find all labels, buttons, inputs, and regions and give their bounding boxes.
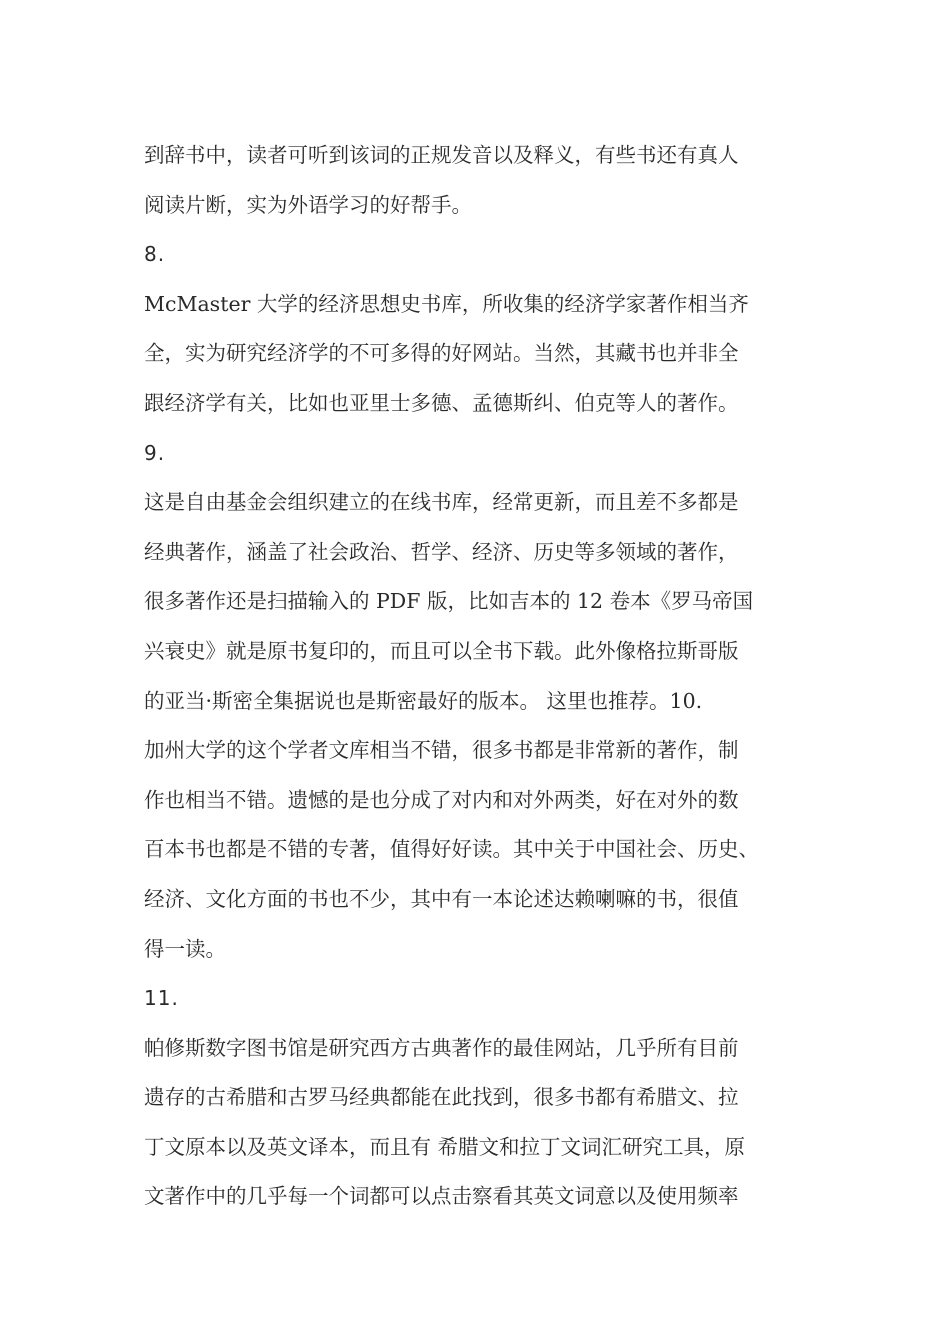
text-line: 遗存的古希腊和古罗马经典都能在此找到，很多书都有希腊文、拉 [144,1085,739,1110]
text-line: 跟经济学有关，比如也亚里士多德、孟德斯纠、伯克等人的著作。 [144,390,739,415]
text-line: 作也相当不错。遗憾的是也分成了对内和对外两类，好在对外的数 [144,787,739,812]
section-number: 9. [144,440,166,465]
text-line: 得一读。 [144,936,226,961]
text-line: 阅读片断，实为外语学习的好帮手。 [144,192,472,217]
text-line: 到辞书中，读者可听到该词的正规发音以及释义，有些书还有真人 [144,143,739,167]
text-line: 经典著作，涵盖了社会政治、哲学、经济、历史等多领域的著作， [144,539,739,564]
document-body [144,131,834,1222]
text-line: 全，实为研究经济学的不可多得的好网站。当然，其藏书也并非全 [144,341,739,366]
section-number: 11. [144,986,179,1011]
text-line: 文著作中的几乎每一个词都可以点击察看其英文词意以及使用频率 [144,1184,739,1209]
text-line: 很多著作还是扫描输入的 PDF 版，比如吉本的 12 卷本《罗马帝国 [144,589,754,614]
text-line: 这是自由基金会组织建立的在线书库，经常更新，而且差不多都是 [144,490,739,515]
text-line: 百本书也都是不错的专著，值得好好读。其中关于中国社会、历史、 [144,837,759,862]
text-line: 的亚当·斯密全集据说也是斯密最好的版本。 这里也推荐。10. [144,688,703,713]
text-line: 帕修斯数字图书馆是研究西方古典著作的最佳网站，几乎所有目前 [144,1035,739,1060]
text-line: 加州大学的这个学者文库相当不错，很多书都是非常新的著作，制 [144,738,739,763]
text-line: 丁文原本以及英文译本，而且有 希腊文和拉丁文词汇研究工具，原 [144,1134,746,1159]
section-number: 8. [144,242,166,267]
text-line: 兴衰史》就是原书复印的，而且可以全书下载。此外像格拉斯哥版 [144,638,739,663]
text-line: 经济、文化方面的书也不少，其中有一本论述达赖喇嘛的书，很值 [144,886,739,911]
text-line: McMaster 大学的经济思想史书库，所收集的经济学家著作相当齐 [144,291,749,316]
